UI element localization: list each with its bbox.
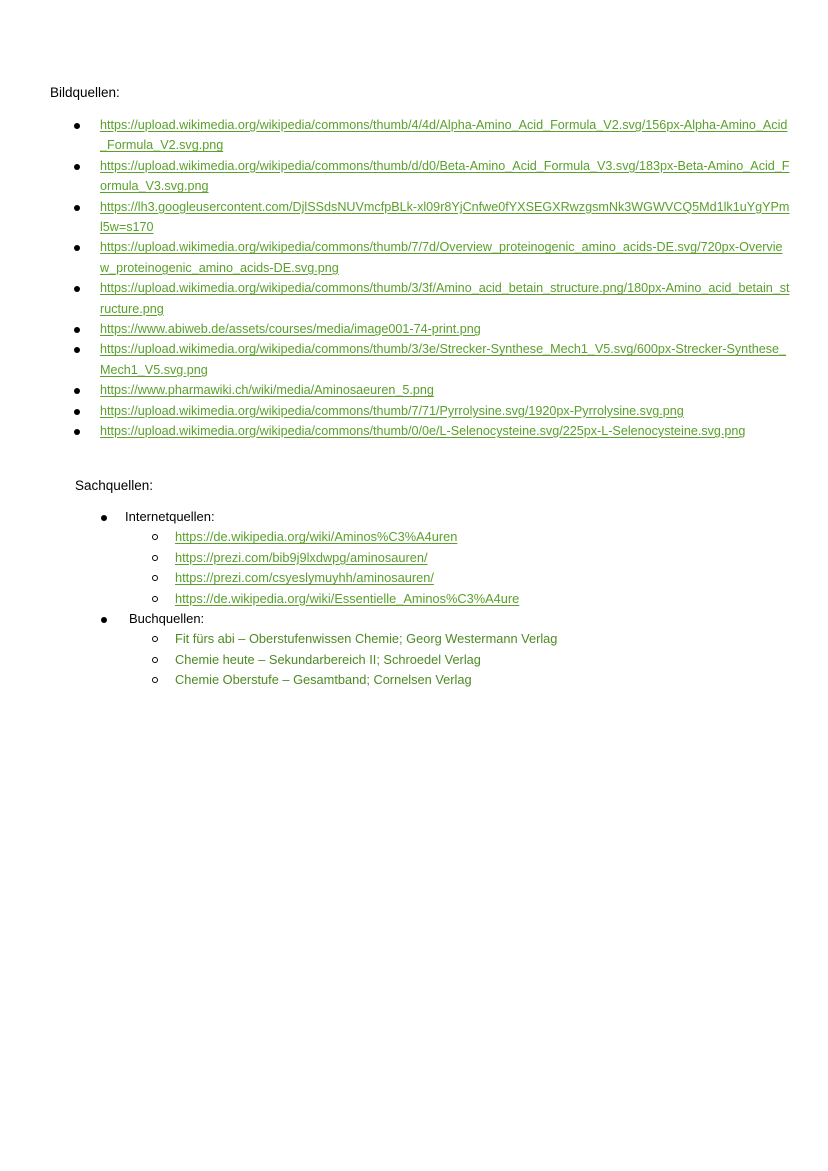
bullet-icon — [74, 429, 80, 435]
internet-source-link[interactable]: https://prezi.com/bib9j9lxdwpg/aminosauren/ — [175, 549, 428, 565]
list-item — [100, 401, 790, 421]
circle-bullet-icon — [152, 677, 158, 683]
image-source-link[interactable]: https://upload.wikimedia.org/wikipedia/commons/thumb/7/71/Pyrrolysine.svg/1920px-Pyrrolysine.svg.png — [100, 403, 684, 418]
image-source-link[interactable]: https://www.abiweb.de/assets/courses/media/image001-74-print.png — [100, 322, 481, 337]
bullet-icon — [101, 515, 107, 521]
sachquellen-list — [125, 507, 785, 691]
list-item — [100, 197, 790, 238]
image-source-link[interactable]: https://upload.wikimedia.org/wikipedia/commons/thumb/3/3f/Amino_acid_betain_structure.png/180px-Amino_acid_betain_structure.png — [100, 281, 790, 316]
internetquellen-group — [125, 507, 785, 609]
bullet-icon — [74, 409, 80, 415]
list-item — [100, 319, 790, 339]
bullet-icon — [74, 205, 80, 211]
list-item — [100, 278, 790, 319]
circle-bullet-icon — [152, 555, 158, 561]
internetquellen-list — [125, 527, 785, 609]
bullet-icon — [74, 245, 80, 251]
image-source-link[interactable]: https://upload.wikimedia.org/wikipedia/commons/thumb/d/d0/Beta-Amino_Acid_Formula_V3.svg/183px-Beta-Amino_Acid_Formula_V3.svg.png — [100, 158, 790, 194]
image-source-link[interactable]: https://upload.wikimedia.org/wikipedia/commons/thumb/4/4d/Alpha-Amino_Acid_Formula_V2.svg/156px-Alpha-Amino_Acid_Formula_V2.svg.png — [100, 118, 788, 153]
circle-bullet-icon — [152, 636, 158, 642]
list-item — [100, 380, 790, 400]
bullet-icon — [74, 123, 80, 129]
internet-source-link[interactable]: https://de.wikipedia.org/wiki/Aminos%C3%A4uren — [175, 529, 458, 545]
list-item — [100, 156, 790, 197]
book-source: Chemie heute – Sekundarbereich II; Schroedel Verlag — [175, 651, 481, 667]
circle-bullet-icon — [152, 657, 158, 663]
sachquellen-heading: Sachquellen: — [75, 478, 154, 493]
bullet-icon — [74, 347, 80, 353]
bullet-icon — [101, 617, 107, 623]
list-item — [100, 237, 790, 278]
list-item — [175, 650, 785, 670]
image-source-link[interactable]: https://www.pharmawiki.ch/wiki/media/Aminosaeuren_5.png — [100, 383, 434, 398]
internet-source-link[interactable]: https://de.wikipedia.org/wiki/Essentielle_Aminos%C3%A4ure — [175, 590, 520, 606]
bildquellen-list — [100, 115, 790, 442]
bullet-icon — [74, 327, 80, 333]
list-item — [175, 589, 785, 609]
book-source: Fit fürs abi – Oberstufenwissen Chemie; Georg Westermann Verlag — [175, 631, 558, 647]
list-item — [100, 115, 790, 156]
list-item — [175, 670, 785, 690]
bullet-icon — [74, 388, 80, 394]
list-item — [175, 629, 785, 649]
bullet-icon — [74, 164, 80, 170]
image-source-link[interactable]: https://upload.wikimedia.org/wikipedia/commons/thumb/7/7d/Overview_proteinogenic_amino_acids-DE.svg/720px-Overview_proteinogenic_amino_acids-DE.svg.png — [100, 240, 783, 275]
circle-bullet-icon — [152, 575, 158, 581]
list-item — [175, 568, 785, 588]
book-source: Chemie Oberstufe – Gesamtband; Cornelsen Verlag — [175, 672, 472, 688]
circle-bullet-icon — [152, 596, 158, 602]
buchquellen-group — [129, 609, 785, 691]
list-item — [175, 548, 785, 568]
buchquellen-label: Buchquellen: — [129, 611, 205, 627]
image-source-link[interactable]: https://upload.wikimedia.org/wikipedia/commons/thumb/0/0e/L-Selenocysteine.svg/225px-L-Selenocysteine.svg.png — [100, 424, 746, 439]
bullet-icon — [74, 286, 80, 292]
internetquellen-label: Internetquellen: — [125, 509, 215, 524]
list-item — [100, 339, 790, 380]
bildquellen-heading: Bildquellen: — [50, 85, 120, 100]
list-item — [175, 527, 785, 547]
image-source-link[interactable]: https://lh3.googleusercontent.com/DjlSSdsNUVmcfpBLk-xl09r8YjCnfwe0fYXSEGXRwzgsmNk3WGWVCQ5Md1lk1uYgYPml5w=s170 — [100, 199, 790, 235]
list-item — [100, 421, 790, 441]
internet-source-link[interactable]: https://prezi.com/csyeslymuyhh/aminosauren/ — [175, 570, 434, 586]
image-source-link[interactable]: https://upload.wikimedia.org/wikipedia/commons/thumb/3/3e/Strecker-Synthese_Mech1_V5.svg/600px-Strecker-Synthese_Mech1_V5.svg.png — [100, 342, 787, 377]
circle-bullet-icon — [152, 534, 158, 540]
buchquellen-list — [129, 629, 785, 690]
